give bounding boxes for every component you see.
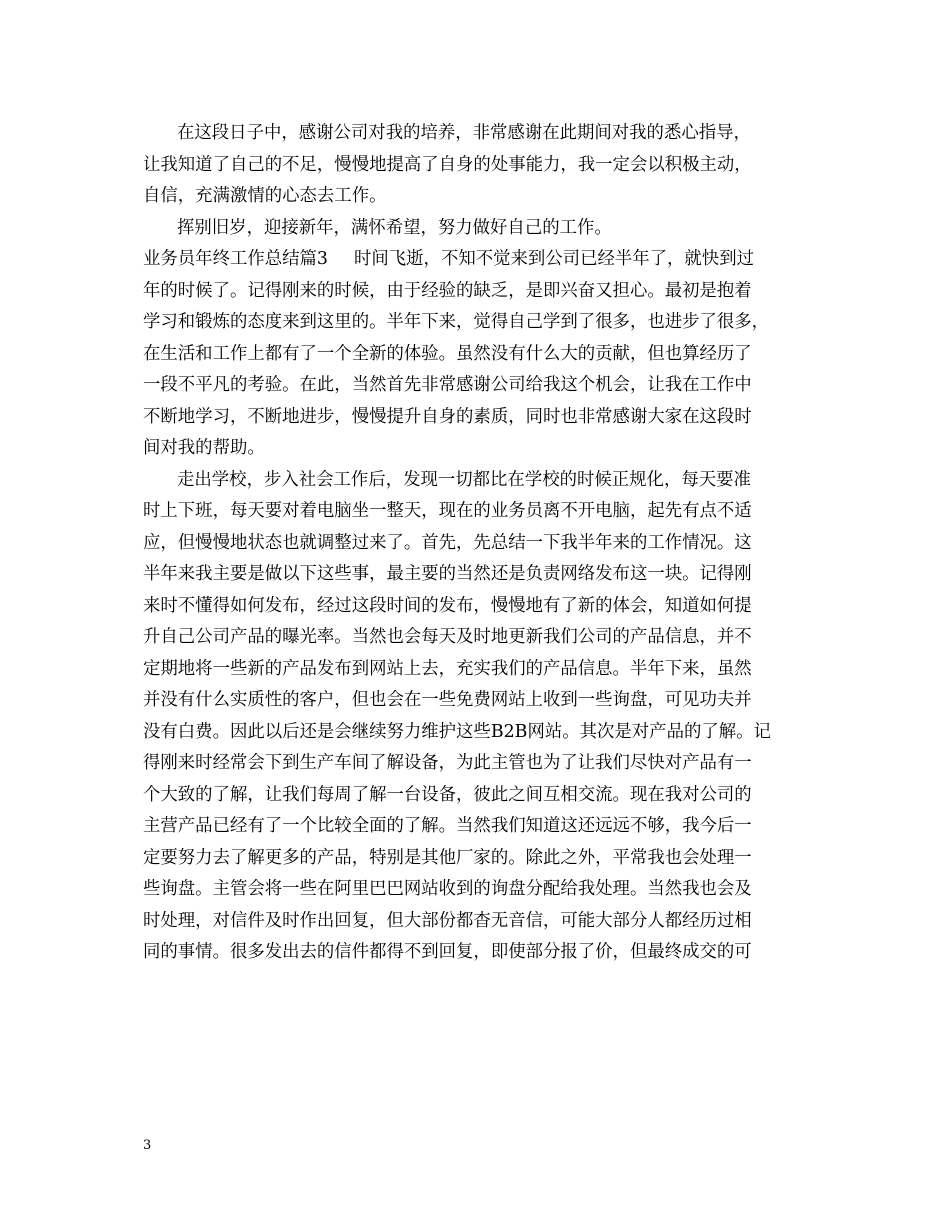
line-text: 间对我的帮助。 <box>143 438 265 458</box>
line-text: 没有白费。因此以后还是会继续努力维护这些B2B网站。其次是对产品的了解。记 <box>143 721 771 742</box>
line-text: 同的事情。很多发出去的信件都得不到回复，即使部分报了价，但最终成交的可 <box>143 942 752 962</box>
text-line <box>143 150 813 182</box>
text-line <box>143 433 813 465</box>
text-line <box>143 559 813 591</box>
line-text: 升自己公司产品的曝光率。当然也会每天及时地更新我们公司的产品信息，并不 <box>143 627 752 647</box>
line-text: 些询盘。主管会将一些在阿里巴巴网站收到的询盘分配给我处理。当然我也会及 <box>143 879 752 899</box>
text-line <box>143 843 813 875</box>
text-line <box>143 244 813 276</box>
text-line <box>143 906 813 938</box>
line-text: 在生活和工作上都有了一个全新的体验。虽然没有什么大的贡献，但也算经历了 <box>143 343 752 364</box>
line-text: 并没有什么实质性的客户，但也会在一些免费网站上收到一些询盘，可见功夫并 <box>143 690 752 710</box>
text-line <box>143 811 813 843</box>
text-line <box>143 528 813 560</box>
line-text: 定要努力去了解更多的产品，特别是其他厂家的。除此之外，平常我也会处理一 <box>143 847 752 868</box>
line-text: 个大致的了解，让我们每周了解一台设备，彼此之间互相交流。现在我对公司的 <box>143 784 752 805</box>
line-text: 年的时候了。记得刚来的时候，由于经验的缺乏，是即兴奋又担心。最初是抱着 <box>143 280 752 301</box>
section-heading: 业务员年终工作总结篇3 <box>143 249 328 269</box>
text-line <box>143 370 813 402</box>
line-text: 一段不平凡的考验。在此，当然首先非常感谢公司给我这个机会，让我在工作中 <box>143 375 752 395</box>
text-line <box>143 465 813 497</box>
text-line <box>143 276 813 308</box>
line-text: 时处理，对信件及时作出回复，但大部份都杳无音信，可能大部分人都经历过相 <box>143 910 752 931</box>
line-text: 主营产品已经有了一个比较全面的了解。当然我们知道这还远远不够，我今后一 <box>143 816 752 836</box>
line-text: 时上下班，每天要对着电脑坐一整天，现在的业务员离不开电脑，起先有点不适 <box>143 501 752 521</box>
text-line <box>143 748 813 780</box>
line-text: 不断地学习，不断地进步，慢慢提升自身的素质，同时也非常感谢大家在这段时 <box>143 406 752 427</box>
page-number: 3 <box>143 1138 152 1153</box>
text-line <box>143 937 813 969</box>
text-line <box>143 213 813 245</box>
body-text <box>143 118 813 969</box>
text-line <box>143 780 813 812</box>
line-text: 在这段日子中，感谢公司对我的培养，非常感谢在此期间对我的悉心指导， <box>177 123 751 143</box>
text-line <box>143 591 813 623</box>
text-line <box>143 118 813 150</box>
line-text: 来时不懂得如何发布，经过这段时间的发布，慢慢地有了新的体会，知道如何提 <box>143 595 752 616</box>
line-text: 让我知道了自己的不足，慢慢地提高了自身的处事能力，我一定会以积极主动， <box>143 154 752 175</box>
text-line <box>143 685 813 717</box>
text-line <box>143 181 813 213</box>
line-text: 时间飞逝，不知不觉来到公司已经半年了，就快到过 <box>353 249 754 269</box>
text-line <box>143 496 813 528</box>
line-text: 学习和锻炼的态度来到这里的。半年下来，觉得自己学到了很多，也进步了很多， <box>143 312 770 332</box>
line-text: 得刚来时经常会下到生产车间了解设备，为此主管也为了让我们尽快对产品有一 <box>143 753 752 773</box>
text-line <box>143 307 813 339</box>
line-text: 应，但慢慢地状态也就调整过来了。首先，先总结一下我半年来的工作情况。这 <box>143 532 752 553</box>
line-text: 半年来我主要是做以下这些事，最主要的当然还是负责网络发布这一块。记得刚 <box>143 564 752 584</box>
line-text: 定期地将一些新的产品发布到网站上去，充实我们的产品信息。半年下来，虽然 <box>143 658 752 679</box>
text-line <box>143 874 813 906</box>
text-line <box>143 339 813 371</box>
text-line <box>143 717 813 749</box>
text-line <box>143 622 813 654</box>
line-text: 自信，充满激情的心态去工作。 <box>143 186 387 206</box>
text-line <box>143 654 813 686</box>
line-text: 走出学校，步入社会工作后，发现一切都比在学校的时候正规化，每天要准 <box>177 469 751 490</box>
line-text: 挥别旧岁，迎接新年，满怀希望，努力做好自己的工作。 <box>177 217 612 238</box>
text-line <box>143 402 813 434</box>
